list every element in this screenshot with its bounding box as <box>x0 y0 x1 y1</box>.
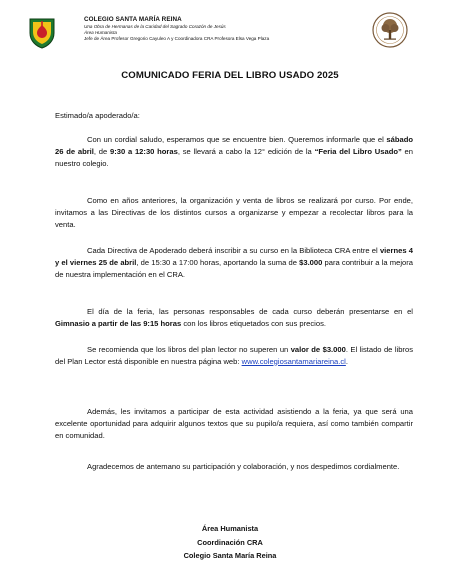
school-name: COLEGIO SANTA MARÍA REINA <box>84 16 182 23</box>
signature-line-area: Área Humanista <box>201 524 259 533</box>
area-name: Área Humanista <box>84 30 117 35</box>
paragraph-organization: Como en años anteriores, la organización y venta de libros se realizará por curso. Por ende, invitamos a las Directivas de los distintos cursos a organizarse y empezar a recolectar libros para la venta. <box>55 196 413 229</box>
school-subtitle: Una Obra de Hermanas de la Caridad del Sagrado Corazón de Jesús <box>84 24 226 29</box>
paragraph-plan-lector: Se recomienda que los libros del plan lector no superen un valor de $3.000. El listado de libros del Plan Lector está disponible en nuestra página web: www.colegiosantamariareina.cl. <box>55 345 413 366</box>
staff-line: Jefe de Área Profesor Gregorio Cayuleo A y Coordinadora CRA Profesora Elsa Vega Plaza <box>84 36 270 41</box>
signature-line-school: Colegio Santa María Reina <box>183 551 277 561</box>
paragraph-registration: Cada Directiva de Apoderado deberá inscribir a su curso en la Biblioteca CRA entre el viernes 4 y el viernes 25 de abril, de 15:30 a 17:00 horas, aportando la suma de $3.000 para contribuir a la mejora de nuestra implementación en el CRA. <box>55 246 413 279</box>
signature-block <box>0 522 460 563</box>
document-title: COMUNICADO FERIA DEL LIBRO USADO 2025 <box>121 70 339 81</box>
paragraph-closing: Agradecemos de antemano su participación y colaboración, y nos despedimos cordialmente. <box>87 462 400 471</box>
tree-seal-icon <box>372 12 408 48</box>
signature-line-coordination: Coordinación CRA <box>197 537 263 547</box>
paragraph-event-info: Con un cordial saludo, esperamos que se encuentre bien. Queremos informarle que el sábado 26 de abril, de 9:30 a 12:30 horas, se llevará a cabo la 12° edición de la “Feria del Libro Usado” en nuestro colegio. <box>55 135 413 168</box>
paragraph-invitation: Además, les invitamos a participar de esta actividad asistiendo a la feria, ya que será una excelente oportunidad para adquirir algunos textos que su pupilo/a requiera, así como también compartir en comunidad. <box>55 407 413 440</box>
school-shield-icon <box>28 17 56 49</box>
letterhead <box>84 16 374 42</box>
salutation: Estimado/a apoderado/a: <box>55 111 140 120</box>
website-link[interactable]: www.colegiosantamariareina.cl <box>241 356 346 366</box>
paragraph-fair-day: El día de la feria, las personas responsables de cada curso deberán presentarse en el Gimnasio a partir de las 9:15 horas con los libros etiquetados con sus precios. <box>55 307 413 328</box>
